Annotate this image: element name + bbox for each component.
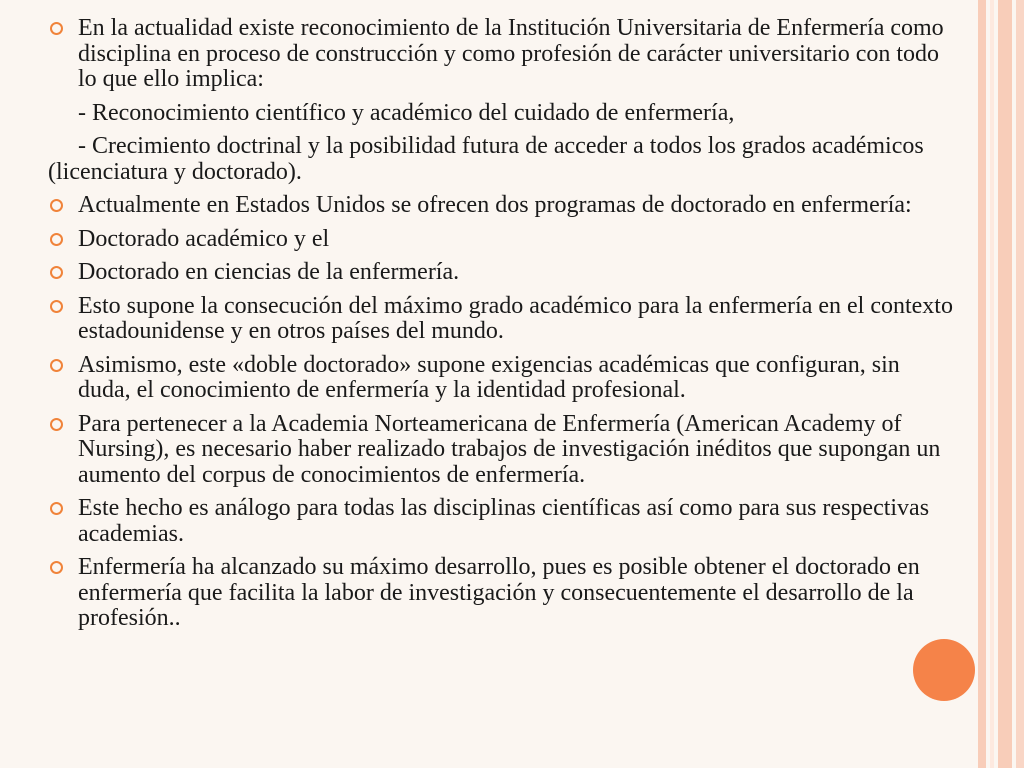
- paragraph-text: - Reconocimiento científico y académico del cuidado de enfermería,: [78, 99, 735, 126]
- paragraph-text: Actualmente en Estados Unidos se ofrecen dos programas de doctorado en enfermería:: [78, 192, 912, 218]
- circle-bullet-icon: [50, 502, 63, 515]
- paragraph-text: Asimismo, este «doble doctorado» supone exigencias académicas que configuran, sin duda, el conocimiento de enfermería y la identidad profesional.: [78, 351, 900, 403]
- sub-paragraph: [48, 101, 958, 127]
- circle-bullet-icon: [50, 561, 63, 574]
- bullet-paragraph: [48, 555, 958, 632]
- paragraph-text: Para pertenecer a la Academia Norteamericana de Enfermería (American Academy of Nursing), es necesario haber realizado trabajos de investigación inéditos que supongan un aumento del corpus de conocimientos de enfermería.: [78, 410, 941, 488]
- bullet-paragraph: [48, 496, 958, 547]
- continuation-paragraph: [48, 134, 958, 185]
- decorative-stripe: [998, 0, 1012, 768]
- bullet-paragraph: [48, 16, 958, 93]
- circle-bullet-icon: [50, 359, 63, 372]
- paragraph-text: En la actualidad existe reconocimiento de la Institución Universitaria de Enfermería como disciplina en proceso de construcción y como profesión de carácter universitario con todo lo que ello implica:: [78, 15, 944, 92]
- bullet-paragraph: [48, 412, 958, 489]
- bullet-paragraph: [48, 193, 958, 219]
- paragraph-text: Enfermería ha alcanzado su máximo desarrollo, pues es posible obtener el doctorado en enfermería que facilita la labor de investigación y consecuentemente el desarrollo de la profesión..: [78, 554, 920, 631]
- circle-bullet-icon: [50, 22, 63, 35]
- decorative-stripe: [1016, 0, 1024, 768]
- slide-body: [48, 16, 958, 640]
- bullet-paragraph: [48, 227, 958, 253]
- paragraph-text: - Crecimiento doctrinal y la posibilidad futura de acceder a todos los grados académicos (licenciatura y doctorado).: [48, 133, 924, 185]
- circle-bullet-icon: [50, 266, 63, 279]
- circle-bullet-icon: [50, 199, 63, 212]
- paragraph-text: Esto supone la consecución del máximo grado académico para la enfermería en el contexto estadounidense y en otros países del mundo.: [78, 292, 953, 344]
- decorative-circle: [913, 639, 975, 701]
- circle-bullet-icon: [50, 233, 63, 246]
- circle-bullet-icon: [50, 300, 63, 313]
- paragraph-text: Doctorado en ciencias de la enfermería.: [78, 259, 460, 285]
- circle-bullet-icon: [50, 418, 63, 431]
- bullet-paragraph: [48, 353, 958, 404]
- paragraph-text: Doctorado académico y el: [78, 225, 330, 252]
- bullet-paragraph: [48, 260, 958, 286]
- paragraph-text: Este hecho es análogo para todas las disciplinas científicas así como para sus respectivas academias.: [78, 495, 930, 547]
- decorative-stripe: [990, 0, 994, 768]
- decorative-stripe: [978, 0, 986, 768]
- bullet-paragraph: [48, 294, 958, 345]
